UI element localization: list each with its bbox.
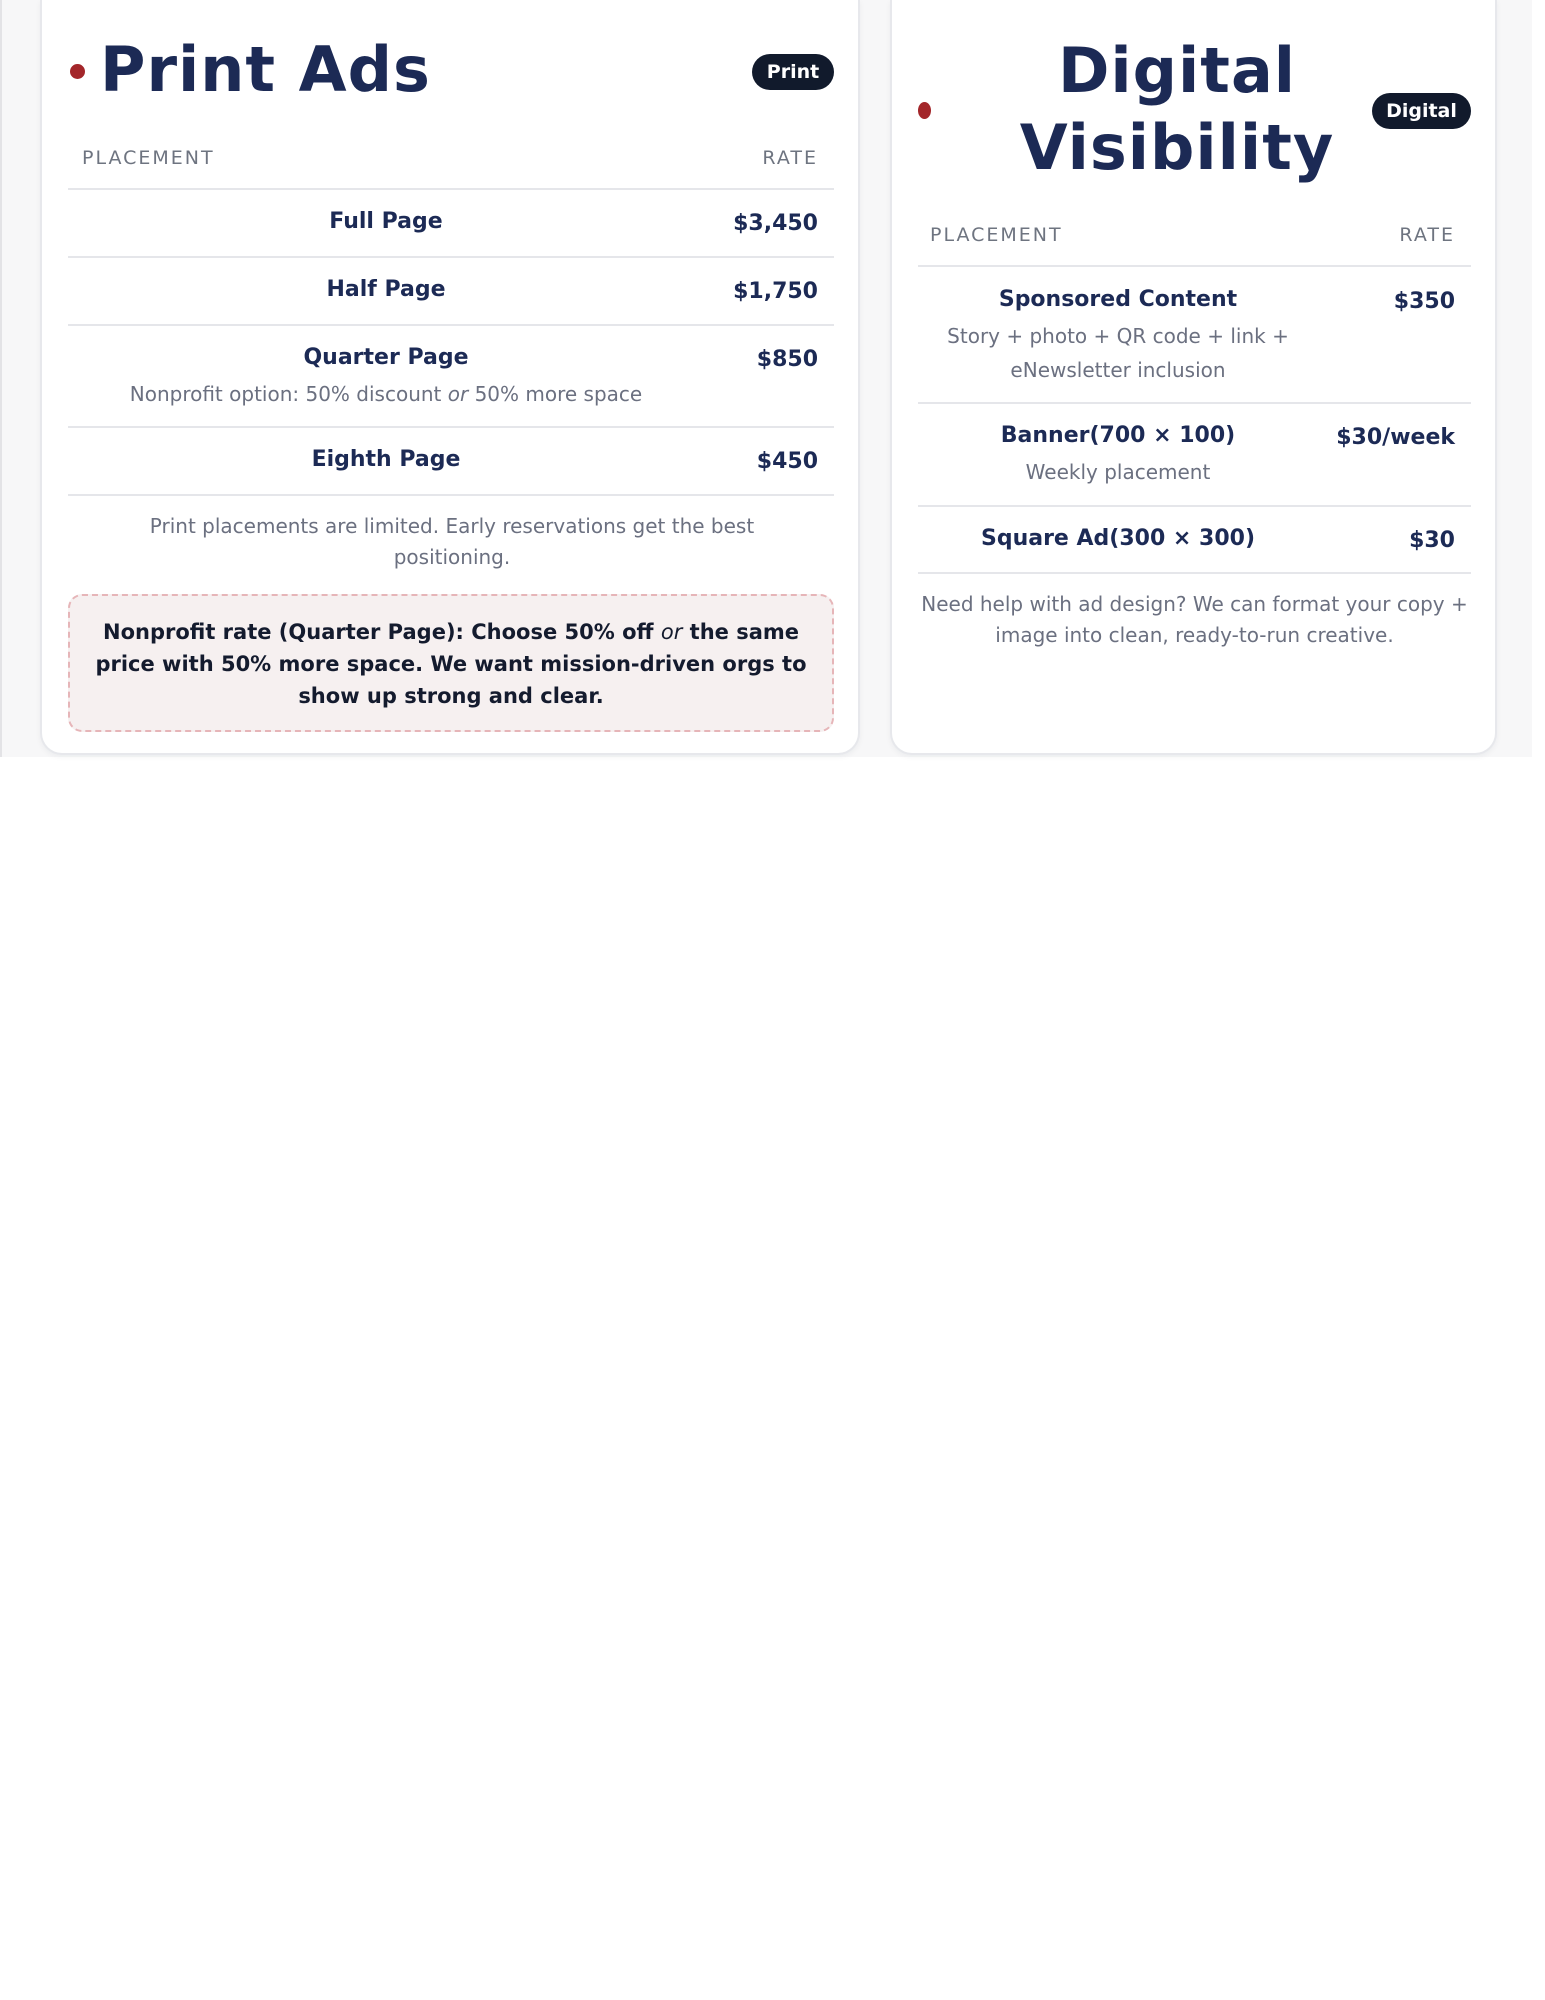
rate-eighth-page: $450 [756, 449, 818, 474]
table-divider [68, 426, 834, 428]
quarter-page-nonprofit-note: Nonprofit option: 50% discount or 50% more space [129, 382, 643, 406]
table-divider [918, 265, 1471, 267]
placement-sponsored-content: Sponsored Content [998, 287, 1238, 312]
table-divider [68, 188, 834, 190]
sponsored-content-note: Story + photo + QR code + link + eNewsletter inclusion [947, 324, 1289, 382]
rate-half-page: $1,750 [733, 279, 818, 304]
print-badge: Print [752, 54, 834, 90]
nonprofit-rate-callout: Nonprofit rate (Quarter Page): Choose 50% off or the same price with 50% more space. We want mission-driven orgs to show up strong and clear. [68, 594, 834, 732]
digital-badge: Digital [1372, 93, 1471, 129]
table-divider [918, 505, 1471, 507]
table-divider [68, 256, 834, 258]
placement-eighth-page: Eighth Page [311, 447, 461, 472]
digital-footnote: Need help with ad design? We can format your copy + image into clean, ready-to-run creative. [921, 592, 1468, 647]
print-ads-card [40, 0, 860, 755]
red-dot-icon [70, 64, 85, 79]
print-ads-title: Print Ads [100, 33, 431, 106]
digital-visibility-title: Digital Visibility [1019, 34, 1335, 184]
rate-sponsored-content: $350 [1393, 289, 1455, 314]
placement-banner: Banner(700 × 100) [1000, 423, 1236, 448]
placement-quarter-page: Quarter Page [303, 345, 469, 370]
placement-column-header: PLACEMENT [930, 224, 1063, 246]
table-divider [918, 402, 1471, 404]
rate-quarter-page: $850 [756, 347, 818, 372]
banner-note: Weekly placement [1025, 460, 1211, 484]
table-divider [918, 572, 1471, 574]
rate-full-page: $3,450 [733, 211, 818, 236]
digital-visibility-card [890, 0, 1497, 755]
rate-banner: $30/week [1336, 425, 1455, 450]
placement-half-page: Half Page [326, 277, 446, 302]
rate-column-header: RATE [762, 147, 818, 169]
page-background [0, 0, 1532, 757]
rate-column-header: RATE [1399, 224, 1455, 246]
rate-square-ad: $30 [1409, 528, 1455, 553]
print-footnote: Print placements are limited. Early reservations get the best positioning. [149, 514, 755, 569]
table-divider [68, 324, 834, 326]
table-divider [68, 494, 834, 496]
red-dot-icon [918, 102, 931, 119]
placement-square-ad: Square Ad(300 × 300) [980, 526, 1255, 551]
placement-full-page: Full Page [329, 209, 443, 234]
placement-column-header: PLACEMENT [82, 147, 215, 169]
